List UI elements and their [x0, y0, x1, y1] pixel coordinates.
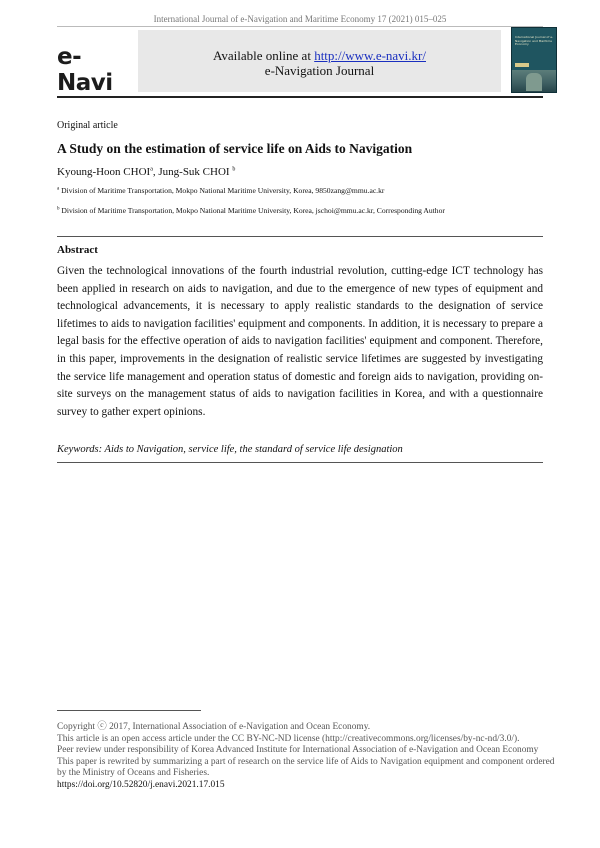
journal-cover-thumbnail	[511, 27, 557, 93]
footnote-rule	[57, 710, 201, 711]
abstract-top-rule	[57, 236, 543, 237]
abstract-heading: Abstract	[57, 244, 98, 256]
available-prefix: Available online at	[212, 48, 315, 63]
peer-review-note: Peer review under responsibility of Korea Advanced Institute for International Association of e-Navigation and Ocean Economy	[57, 745, 539, 756]
affiliation-b-mark: b	[57, 206, 60, 212]
footnotes	[57, 722, 557, 792]
keywords: Keywords: Aids to Navigation, service life, the standard of service life designation	[57, 444, 403, 455]
cover-title: International Journal of e-Navigation and Maritime Economy	[515, 35, 554, 47]
article-title: A Study on the estimation of service life on Aids to Navigation	[57, 141, 413, 156]
doi-link[interactable]: https://doi.org/10.52820/j.enavi.2021.17.015	[57, 779, 225, 790]
journal-logo	[57, 44, 135, 96]
header-divider	[57, 96, 543, 99]
abstract-bottom-rule	[57, 462, 543, 463]
cover-label-bar	[515, 63, 529, 67]
license-note: This article is an open access article under the CC BY-NC-ND license (http://creativecommons.org/licenses/by-nc-nd/3.0/).	[57, 733, 520, 744]
available-online-line	[138, 48, 501, 63]
article-type: Original article	[57, 120, 118, 131]
affiliation-a-text: Division of Maritime Transportation, Mokpo National Maritime University, Korea, 9850zang@mmu.ac.kr	[59, 186, 385, 195]
journal-url-link[interactable]: http://www.e-navi.kr/	[314, 48, 426, 63]
affiliation-a	[57, 186, 384, 195]
author-separator: ,	[152, 166, 159, 178]
author-list	[57, 166, 235, 178]
availability-banner	[138, 30, 501, 92]
logo-i: i	[105, 70, 113, 96]
author-1: Kyoung-Hoon CHOI	[57, 166, 151, 178]
cover-image	[512, 70, 557, 93]
running-head: International Journal of e-Navigation and Maritime Economy 17 (2021) 015–025	[153, 14, 447, 24]
logo-text: e-Nav	[57, 44, 106, 96]
affiliation-b	[57, 206, 445, 215]
header-rule	[57, 26, 543, 27]
author-2-affil-mark: b	[232, 166, 236, 173]
copyright-note: Copyright ⓒ 2017, International Association of e-Navigation and Ocean Economy.	[57, 722, 371, 732]
rewritten-note: This paper is rewrited by summarizing a part of research on the service life of Aids to Navigation equipment and component ordered by the Ministry of Oceans and Fisheries.	[57, 756, 555, 779]
author-1-affil-mark: a	[150, 166, 153, 173]
affiliation-a-mark: a	[57, 186, 60, 192]
author-2: Jung-Suk CHOI	[158, 166, 233, 178]
journal-name: e-Navigation Journal	[264, 63, 375, 78]
abstract-body: Given the technological innovations of the fourth industrial revolution, cutting-edge ICT technology has been applied in research on aids to navigation, and due to the emergence of new types of equipment and technological advancements, it is necessary to apply realistic standards to the designation of service lifetimes to aids to navigation facilities' equipment and components. In addition, it is necessary to prepare a legal basis for the effective operation of aids to navigation facilities' equipment and component. Therefore, in this paper, improvements in the designation of realistic service lifetimes are suggested by investigating the service life management and operation status of domestic and foreign aids to navigation, providing on-site surveys on the management status of aids to navigation facilities in Korea, and with a questionnaire survey to gather expert opinions.	[57, 265, 543, 418]
affiliation-b-text: Division of Maritime Transportation, Mokpo National Maritime University, Korea, jschoi@mmu.ac.kr, Corresponding Author	[59, 206, 445, 215]
